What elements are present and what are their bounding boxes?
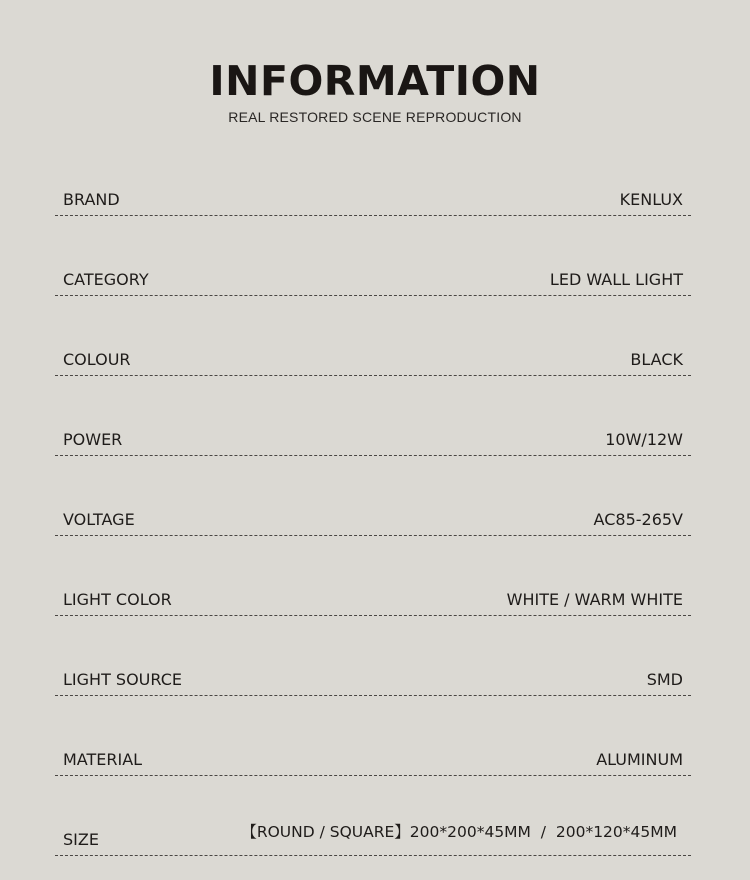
spec-label: SIZE [63, 830, 99, 849]
spec-label: CATEGORY [63, 270, 149, 289]
spec-value: AC85-265V [593, 510, 683, 529]
spec-label: LIGHT COLOR [63, 590, 172, 609]
spec-table [55, 136, 691, 856]
spec-label: POWER [63, 430, 123, 449]
spec-row-size [55, 776, 691, 856]
spec-row-category [55, 216, 691, 296]
spec-label: VOLTAGE [63, 510, 135, 529]
spec-value: BLACK [630, 350, 683, 369]
spec-label: BRAND [63, 190, 120, 209]
spec-row-voltage [55, 456, 691, 536]
spec-value: KENLUX [619, 190, 683, 209]
page-title: INFORMATION [209, 57, 541, 105]
spec-value: 【ROUND / SQUARE】200*200*45MM / 200*120*45MM [241, 823, 677, 841]
spec-value: LED WALL LIGHT [549, 270, 683, 289]
spec-row-brand [55, 136, 691, 216]
spec-label: COLOUR [63, 350, 131, 369]
spec-value: WHITE / WARM WHITE [506, 590, 683, 609]
spec-label: LIGHT SOURCE [63, 670, 182, 689]
spec-row-colour [55, 296, 691, 376]
page-subtitle: REAL RESTORED SCENE REPRODUCTION [228, 109, 522, 125]
spec-value: 10W/12W [605, 430, 683, 449]
spec-value: SMD [646, 670, 683, 689]
spec-label: MATERIAL [63, 750, 143, 769]
spec-row-power [55, 376, 691, 456]
spec-row-light-color [55, 536, 691, 616]
header [0, 55, 750, 126]
spec-row-material [55, 696, 691, 776]
spec-row-light-source [55, 616, 691, 696]
spec-value: ALUMINUM [596, 750, 683, 769]
